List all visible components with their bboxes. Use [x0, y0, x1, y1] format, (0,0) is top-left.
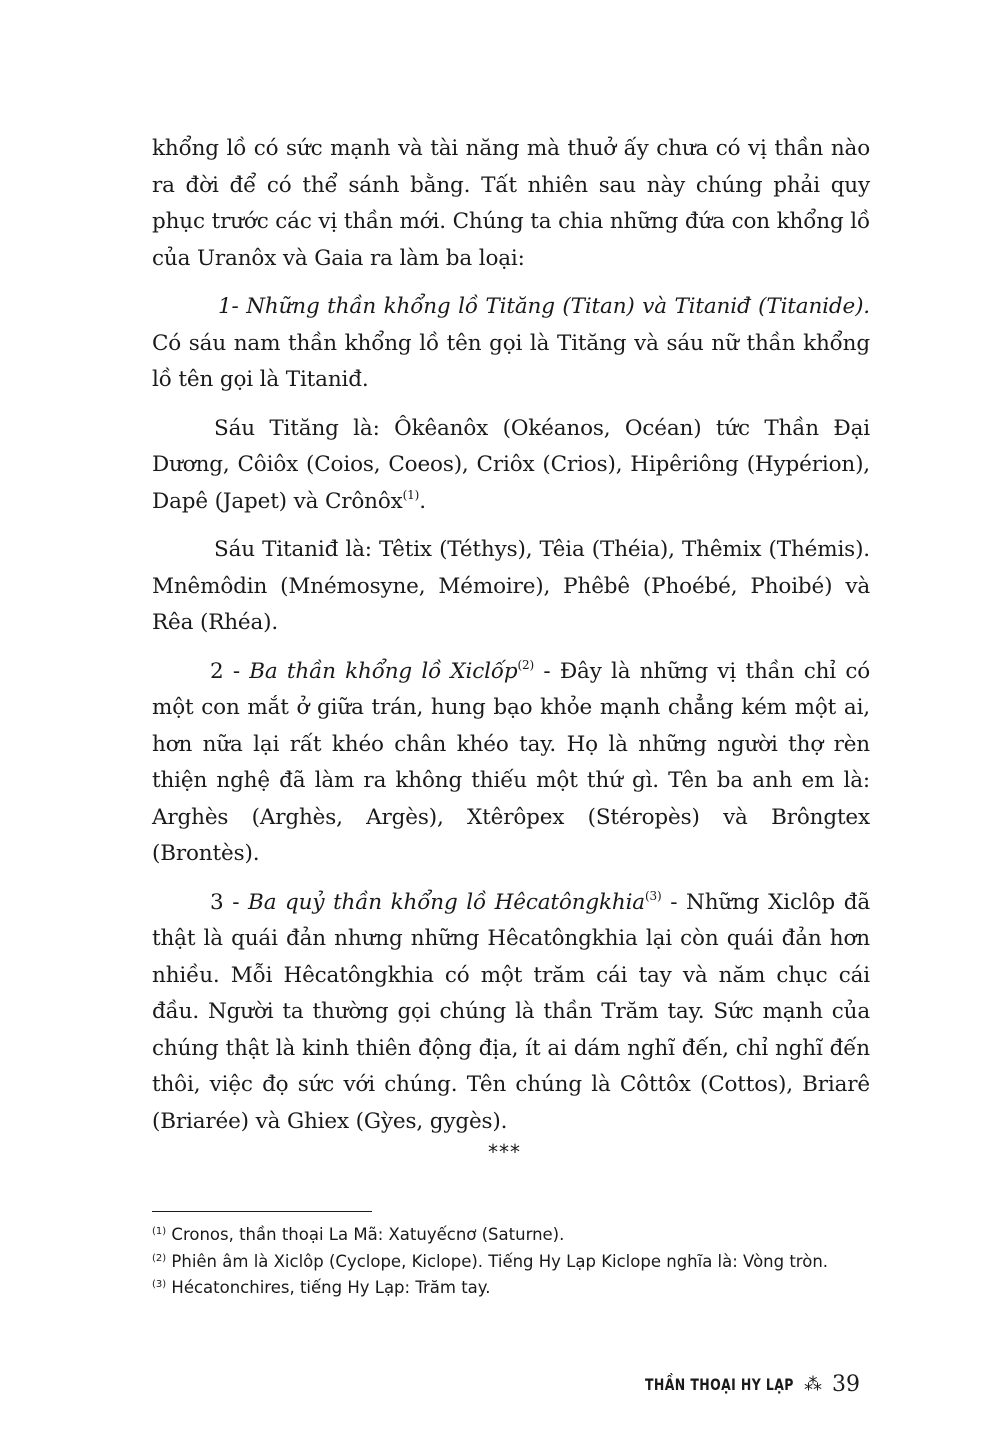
- footnote-mark-2: (2): [152, 1252, 167, 1264]
- paragraph-six-titans-text: Sáu Tităng là: Ôkêanôx (Okéanos, Océan) tức Thần Đại Dương, Côiôx (Coios, Coeos), Criôx (Crios), Hipêriông (Hypérion), Dapê (Japet) và Crônôx: [152, 415, 870, 514]
- footnote-ref-2: (2): [517, 657, 535, 672]
- footnote-1: [152, 1224, 870, 1247]
- footnote-mark-1: (1): [152, 1226, 167, 1237]
- paragraph-six-titanides: [152, 532, 870, 642]
- paragraph-titans-heading: [152, 289, 870, 399]
- paragraph-intro-text: khổng lồ có sức mạnh và tài năng mà thuở ấy chưa có vị thần nào ra đời để có thể sánh bằng. Tất nhiên sau này chúng phải quy phục trước các vị thần mới. Chúng ta chia những đứa con khổng lồ của Uranôx và Gaia ra làm ba loại:: [152, 136, 870, 271]
- footnote-2: [152, 1251, 870, 1274]
- section-number-2: 2 -: [210, 658, 250, 684]
- footnote-3: [152, 1277, 870, 1300]
- footnote-ref-3: (3): [644, 888, 662, 903]
- section-heading-titans: 1- Những thần khổng lồ Tităng (Titan) và Titaniđ (Titanide).: [218, 294, 870, 319]
- footnote-text-2: Phiên âm là Xiclôp (Cyclope, Kiclope). Tiếng Hy Lạp Kiclope nghĩa là: Vòng tròn.: [166, 1251, 829, 1271]
- ornament-icon: ⁂: [804, 1374, 822, 1395]
- running-footer: [603, 1372, 860, 1397]
- paragraph-six-titans: [152, 411, 870, 521]
- footnote-text-1: Cronos, thần thoại La Mã: Xatuyếcnơ (Saturne).: [166, 1225, 565, 1244]
- paragraph-six-titanides-text: Sáu Titaniđ là: Têtix (Téthys), Têia (Théia), Thêmix (Thémis). Mnêmôdin (Mnémosyne, Mémoire), Phêbê (Phoébé, Phoibé) và Rêa (Rhéa).: [152, 537, 870, 635]
- footnote-divider: [152, 1211, 372, 1212]
- footnote-mark-3: (3): [152, 1279, 167, 1290]
- footnote-ref-1: (1): [402, 487, 420, 502]
- paragraph-cyclopes-text: - Đây là những vị thần chỉ có một con mắt ở giữa trán, hung bạo khỏe mạnh chẳng kém một ai, hơn nữa lại rất khéo chân khéo tay. Họ là những người thợ rèn thiện nghệ đã làm ra không thiếu một thứ gì. Tên ba anh em là: Arghès (Arghès, Argès), Xtêrôpex (Stéropès) và Brôngtex (Brontès).: [152, 658, 871, 866]
- page-number: 39: [832, 1372, 860, 1397]
- book-title: THẦN THOẠI HY LẠP: [645, 1375, 794, 1394]
- paragraph-cyclopes: [152, 654, 870, 873]
- footnote-text-3: Hécatonchires, tiếng Hy Lạp: Trăm tay.: [166, 1278, 491, 1297]
- section-heading-cyclopes: Ba thần khổng lồ Xiclốp: [249, 658, 518, 684]
- paragraph-intro: [152, 131, 870, 277]
- footnotes: [152, 1224, 870, 1304]
- section-number-3: 3 -: [210, 889, 249, 915]
- section-heading-hecatoncheires: Ba quỷ thần khổng lồ Hêcatôngkhia: [248, 889, 645, 915]
- paragraph-six-titans-end: .: [419, 488, 426, 514]
- paragraph-titans-text: Có sáu nam thần khổng lồ tên gọi là Tităng và sáu nữ thần khổng lồ tên gọi là Titaniđ.: [152, 330, 870, 392]
- paragraph-hecatoncheires-text: - Những Xiclôp đã thật là quái đản nhưng những Hêcatôngkhia lại còn quái đản hơn nhiều. Mỗi Hêcatôngkhia có một trăm cái tay và năm chục cái đầu. Người ta thường gọi chúng là thần Trăm tay. Sức mạnh của chúng thật là kinh thiên động địa, ít ai dám nghĩ đến, chỉ nghĩ đến thôi, việc đọ sức với chúng. Tên chúng là Côttôx (Cottos), Briarê (Briarée) và Ghiex (Gỳes, gygès).: [152, 889, 871, 1134]
- paragraph-hecatoncheires: [152, 885, 870, 1141]
- section-separator: ***: [488, 1140, 521, 1164]
- body-text: [152, 131, 870, 1152]
